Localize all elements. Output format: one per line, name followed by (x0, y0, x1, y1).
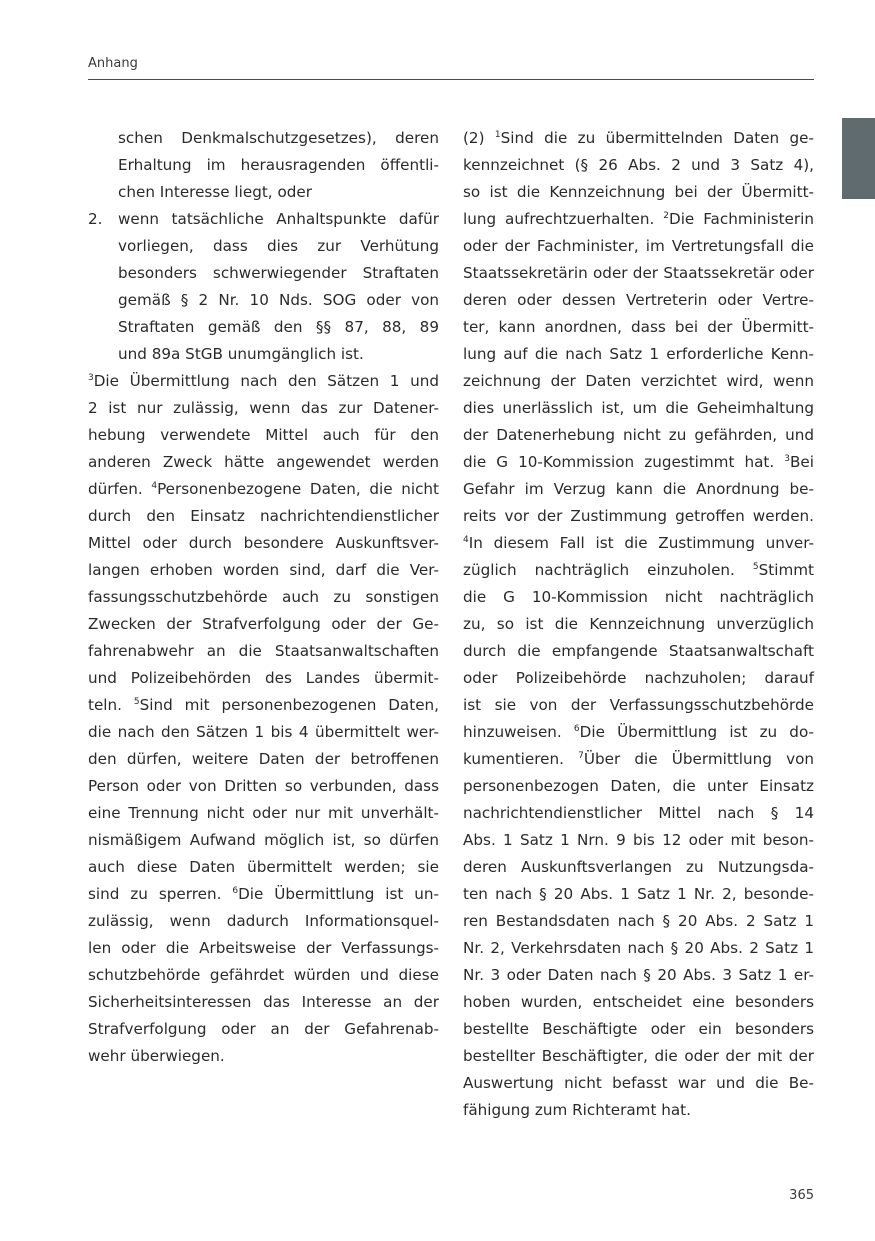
text-line: hinzuweisen. $^6$Die Übermittlung ist zu do- (463, 723, 815, 741)
text-line: die G 10-Kommission zugestimmt hat. $^3$Bei (463, 453, 814, 471)
text-line: deren oder dessen Vertreterin oder Vertre- (463, 291, 814, 309)
chapter-side-tab (842, 118, 875, 199)
text-line: ter, kann anordnen, dass bei der Übermitt- (463, 318, 814, 336)
text-line: bestellte Beschäftigte oder ein besonders (463, 1020, 814, 1038)
text-line: zeichnung der Daten verzichtet wird, wenn (463, 372, 814, 390)
text-line: hebung verwendete Mittel auch für den (88, 426, 439, 444)
text-line: auch diese Daten übermittelt werden; sie (88, 858, 439, 876)
text-line: Abs. 1 Satz 1 Nrn. 9 bis 12 oder mit beson- (463, 831, 814, 849)
running-header: Anhang (88, 56, 138, 71)
text-line: oder der Fachminister, im Vertretungsfall die (463, 237, 814, 255)
text-line: Zwecken der Strafverfolgung oder der Ge- (88, 615, 439, 633)
text-line: hoben wurden, entscheidet eine besonders (463, 993, 814, 1011)
text-line: Straftaten gemäß den §§ 87, 88, 89 (118, 318, 439, 336)
text-line: die nach den Sätzen 1 bis 4 übermittelt wer- (88, 723, 439, 741)
text-line: $^3$Die Übermittlung nach den Sätzen 1 und (88, 372, 439, 390)
text-line: so ist die Kennzeichnung bei der Übermitt- (463, 183, 814, 201)
text-line: zu, so ist die Kennzeichnung unverzüglich (463, 615, 814, 633)
sentence-number: 3 (784, 454, 791, 464)
text-line: Staatssekretärin oder der Staatssekretär oder (463, 264, 814, 282)
text-line: langen erhoben worden sind, darf die Ver- (88, 561, 439, 579)
text-line: teln. $^5$Sind mit personenbezogenen Daten, (88, 696, 439, 714)
left-column (88, 125, 439, 1070)
text-line: dürfen. $^4$Personenbezogene Daten, die nicht (88, 480, 439, 498)
text-line: Sicherheitsinteressen das Interesse an der (88, 993, 439, 1011)
text-line: durch die empfangende Staatsanwaltschaft (463, 642, 814, 660)
page-number: 365 (789, 1188, 814, 1203)
text-line: Mittel oder durch besondere Auskunftsver- (88, 534, 439, 552)
sentence-number: 4 (463, 535, 469, 545)
text-line: fähigung zum Richteramt hat. (463, 1101, 691, 1119)
text-line: eine Trennung nicht oder nur mit unverhält- (88, 804, 439, 822)
text-line: ten nach § 20 Abs. 1 Satz 1 Nr. 2, besonde- (463, 885, 814, 903)
text-line: sind zu sperren. $^6$Die Übermittlung ist un- (88, 885, 439, 903)
text-line: bestellter Beschäftigter, die oder der mit der (463, 1047, 814, 1065)
text-line: $^4$In diesem Fall ist die Zustimmung unver- (463, 534, 814, 552)
sentence-number: 5 (133, 697, 140, 707)
header-rule (88, 79, 814, 80)
text-line: schutzbehörde gefährdet würden und diese (88, 966, 439, 984)
text-line: fahrenabwehr an die Staatsanwaltschaften (88, 642, 439, 660)
text-line: chen Interesse liegt, oder (118, 183, 312, 201)
text-line: nismäßigem Aufwand möglich ist, so dürfen (88, 831, 439, 849)
text-line: kumentieren. $^7$Über die Übermittlung von (463, 750, 814, 768)
list-item (88, 206, 439, 233)
text-line: der Datenerhebung nicht zu gefährden, und (463, 426, 814, 444)
text-line: den dürfen, weitere Daten der betroffenen (88, 750, 439, 768)
text-line: oder Polizeibehörde nachzuholen; darauf (463, 669, 814, 687)
list-item-number: 2. (88, 210, 103, 228)
text-line: kennzeichnet (§ 26 Abs. 2 und 3 Satz 4), (463, 156, 814, 174)
text-line: und Polizeibehörden des Landes übermit- (88, 669, 439, 687)
text-line: besonders schwerwiegender Straftaten (118, 264, 439, 282)
text-line: deren Auskunftsverlangen zu Nutzungsda- (463, 858, 814, 876)
text-line: schen Denkmalschutzgesetzes), deren (118, 129, 439, 147)
text-line: ist sie von der Verfassungsschutzbehörde (463, 696, 814, 714)
text-line: gemäß § 2 Nr. 10 Nds. SOG oder von (118, 291, 439, 309)
sentence-number: 6 (573, 724, 580, 734)
text-line: lung aufrechtzuerhalten. $^2$Die Fachministerin (463, 210, 814, 228)
sentence-number: 3 (88, 373, 94, 383)
text-line: ren Bestandsdaten nach § 20 Abs. 2 Satz 1 (463, 912, 814, 930)
list-item-text: wenn tatsächliche Anhaltspunkte dafür (118, 210, 439, 228)
sentence-number: 1 (494, 130, 501, 140)
text-line: Nr. 3 oder Daten nach § 20 Abs. 3 Satz 1 er- (463, 966, 814, 984)
text-line: Gefahr im Verzug kann die Anordnung be- (463, 480, 814, 498)
sentence-number: 4 (151, 481, 158, 491)
text-line: dies unerlässlich ist, um die Geheimhaltung (463, 399, 814, 417)
text-line: Nr. 2, Verkehrsdaten nach § 20 Abs. 2 Satz 1 (463, 939, 814, 957)
text-line: lung auf die nach Satz 1 erforderliche Kenn- (463, 345, 814, 363)
text-line: personenbezogen Daten, die unter Einsatz (463, 777, 814, 795)
text-line: Strafverfolgung oder an der Gefahrenab- (88, 1020, 439, 1038)
text-line: und 89a StGB unumgänglich ist. (118, 345, 364, 363)
text-line: (2) $^1$Sind die zu übermittelnden Daten ge- (463, 129, 814, 147)
text-line: vorliegen, dass dies zur Verhütung (118, 237, 439, 255)
sentence-number: 7 (578, 751, 584, 761)
sentence-number: 5 (752, 562, 759, 572)
text-line: len oder die Arbeitsweise der Verfassungs- (88, 939, 439, 957)
sentence-number: 2 (663, 211, 670, 221)
sentence-number: 6 (232, 886, 239, 896)
right-column (463, 125, 814, 1124)
text-line: Auswertung nicht befasst war und die Be- (463, 1074, 814, 1092)
text-line: durch den Einsatz nachrichtendienstlicher (88, 507, 439, 525)
text-line: zulässig, wenn dadurch Informationsquel- (88, 912, 439, 930)
text-line: 2 ist nur zulässig, wenn das zur Datener- (88, 399, 439, 417)
text-line: die G 10-Kommission nicht nachträglich (463, 588, 814, 606)
text-line: Person oder von Dritten so verbunden, dass (88, 777, 439, 795)
text-line: Erhaltung im herausragenden öffentli- (118, 156, 439, 174)
text-line: züglich nachträglich einzuholen. $^5$Stimmt (463, 561, 814, 579)
text-line: anderen Zweck hätte angewendet werden (88, 453, 439, 471)
text-line: nachrichtendienstlicher Mittel nach § 14 (463, 804, 814, 822)
text-line: reits vor der Zustimmung getroffen werden. (463, 507, 814, 525)
text-line: fassungsschutzbehörde auch zu sonstigen (88, 588, 439, 606)
text-line: wehr überwiegen. (88, 1047, 225, 1065)
